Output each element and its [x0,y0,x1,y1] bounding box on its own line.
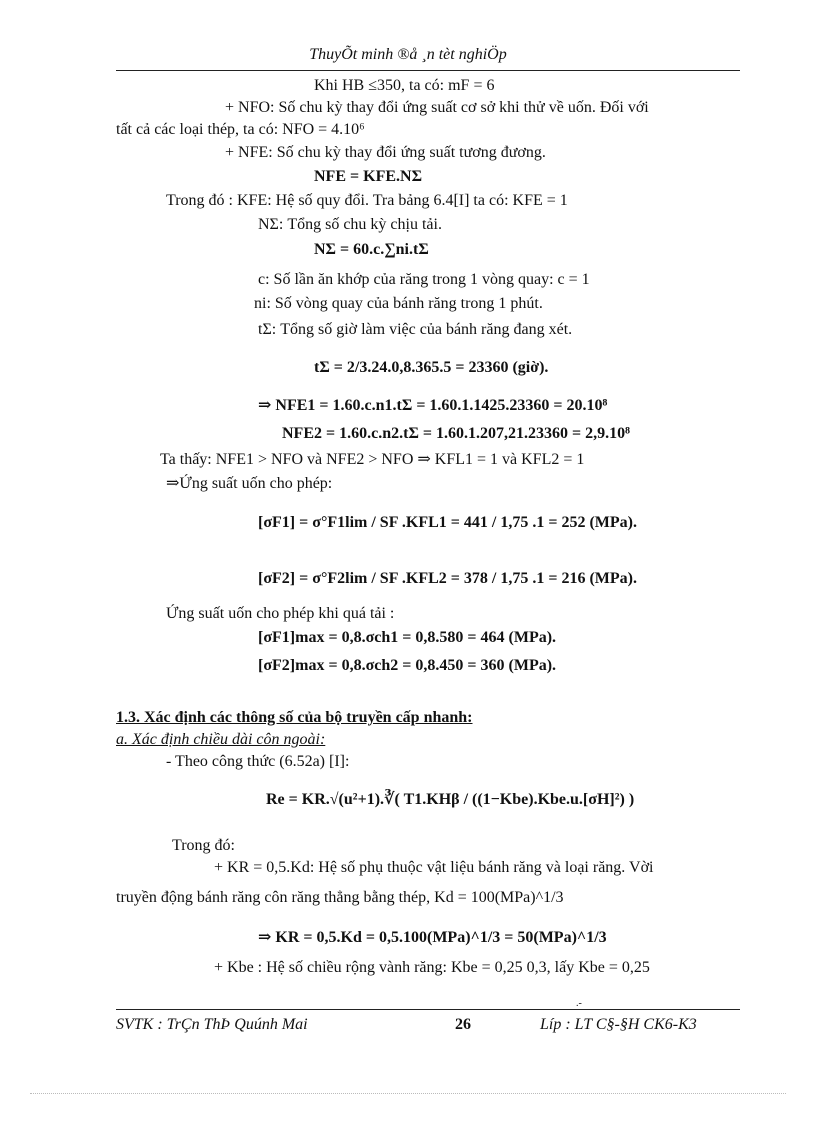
footer-author: SVTK : TrÇn ThÞ Quúnh Mai [116,1016,308,1033]
formula-line: ⇒ NFE1 = 1.60.c.n1.tΣ = 1.60.1.1425.23360 = 20.10⁸ [258,397,608,414]
text-line: tất cả các loại thép, ta có: NFO = 4.10⁶ [116,121,365,138]
text-line: Khi HB ≤350, ta có: mF = 6 [314,77,495,94]
formula-line: tΣ = 2/3.24.0,8.365.5 = 23360 (giờ). [314,359,549,376]
text-line: Ta thấy: NFE1 > NFO và NFE2 > NFO ⇒ KFL1 = 1 và KFL2 = 1 [160,451,585,468]
text-line: + Kbe : Hệ số chiều rộng vành răng: Kbe = 0,25 0,3, lấy Kbe = 0,25 [214,959,650,976]
formula-line: NFE = KFE.NΣ [314,168,423,185]
text-line: Trong đó : KFE: Hệ số quy đổi. Tra bảng 6.4[I] ta có: KFE = 1 [166,192,568,209]
text-line: c: Số lần ăn khớp của răng trong 1 vòng quay: c = 1 [258,271,590,288]
header-rule [116,70,740,71]
text-line: truyền động bánh răng côn răng thẳng bằng thép, Kd = 100(MPa)^1/3 [116,889,564,906]
formula-line: NFE2 = 1.60.c.n2.tΣ = 1.60.1.207,21.23360 = 2,9.10⁸ [282,425,630,442]
footer-rule [116,1009,740,1010]
formula-line: [σF1]max = 0,8.σch1 = 0,8.580 = 464 (MPa). [258,629,557,646]
text-line: tΣ: Tổng số giờ làm việc của bánh răng đang xét. [258,321,573,338]
formula-line: [σF2]max = 0,8.σch2 = 0,8.450 = 360 (MPa). [258,657,557,674]
page-edge-divider [30,1093,786,1094]
section-heading: 1.3. Xác định các thông số của bộ truyền cấp nhanh: [116,709,473,726]
page-header: ThuyÕt minh ®å ¸n tèt nghiÖp [309,46,507,63]
text-line: + NFE: Số chu kỳ thay đổi ứng suất tương đương. [225,144,546,161]
formula-line: [σF1] = σ°F1lim / SF .KFL1 = 441 / 1,75 .1 = 252 (MPa). [258,514,637,531]
text-line: NΣ: Tổng số chu kỳ chịu tải. [258,216,442,233]
subsection-heading: a. Xác định chiều dài côn ngoài: [116,731,326,748]
text-line: Ứng suất uốn cho phép khi quá tải : [166,605,395,622]
text-line: - Theo công thức (6.52a) [I]: [166,753,350,770]
text-line: ni: Số vòng quay của bánh răng trong 1 phút. [254,295,543,312]
formula-line: [σF2] = σ°F2lim / SF .KFL2 = 378 / 1,75 .1 = 216 (MPa). [258,570,637,587]
page-number: 26 [455,1016,471,1033]
decorative-mark: .- [576,998,582,1009]
formula-line: Re = KR.√(u²+1).∛( T1.KHβ / ((1−Kbe).Kbe.u.[σH]²) ) [266,791,635,808]
formula-line: NΣ = 60.c.∑ni.tΣ [314,241,429,258]
text-line: + KR = 0,5.Kd: Hệ số phụ thuộc vật liệu bánh răng và loại răng. Vời [214,859,654,876]
text-line: ⇒Ứng suất uốn cho phép: [166,475,333,492]
formula-line: ⇒ KR = 0,5.Kd = 0,5.100(MPa)^1/3 = 50(MPa)^1/3 [258,929,607,946]
footer-class: Líp : LT C§-§H CK6-K3 [540,1016,697,1033]
text-line: + NFO: Số chu kỳ thay đổi ứng suất cơ sở khi thử về uốn. Đối với [225,99,649,116]
text-line: Trong đó: [172,837,235,854]
